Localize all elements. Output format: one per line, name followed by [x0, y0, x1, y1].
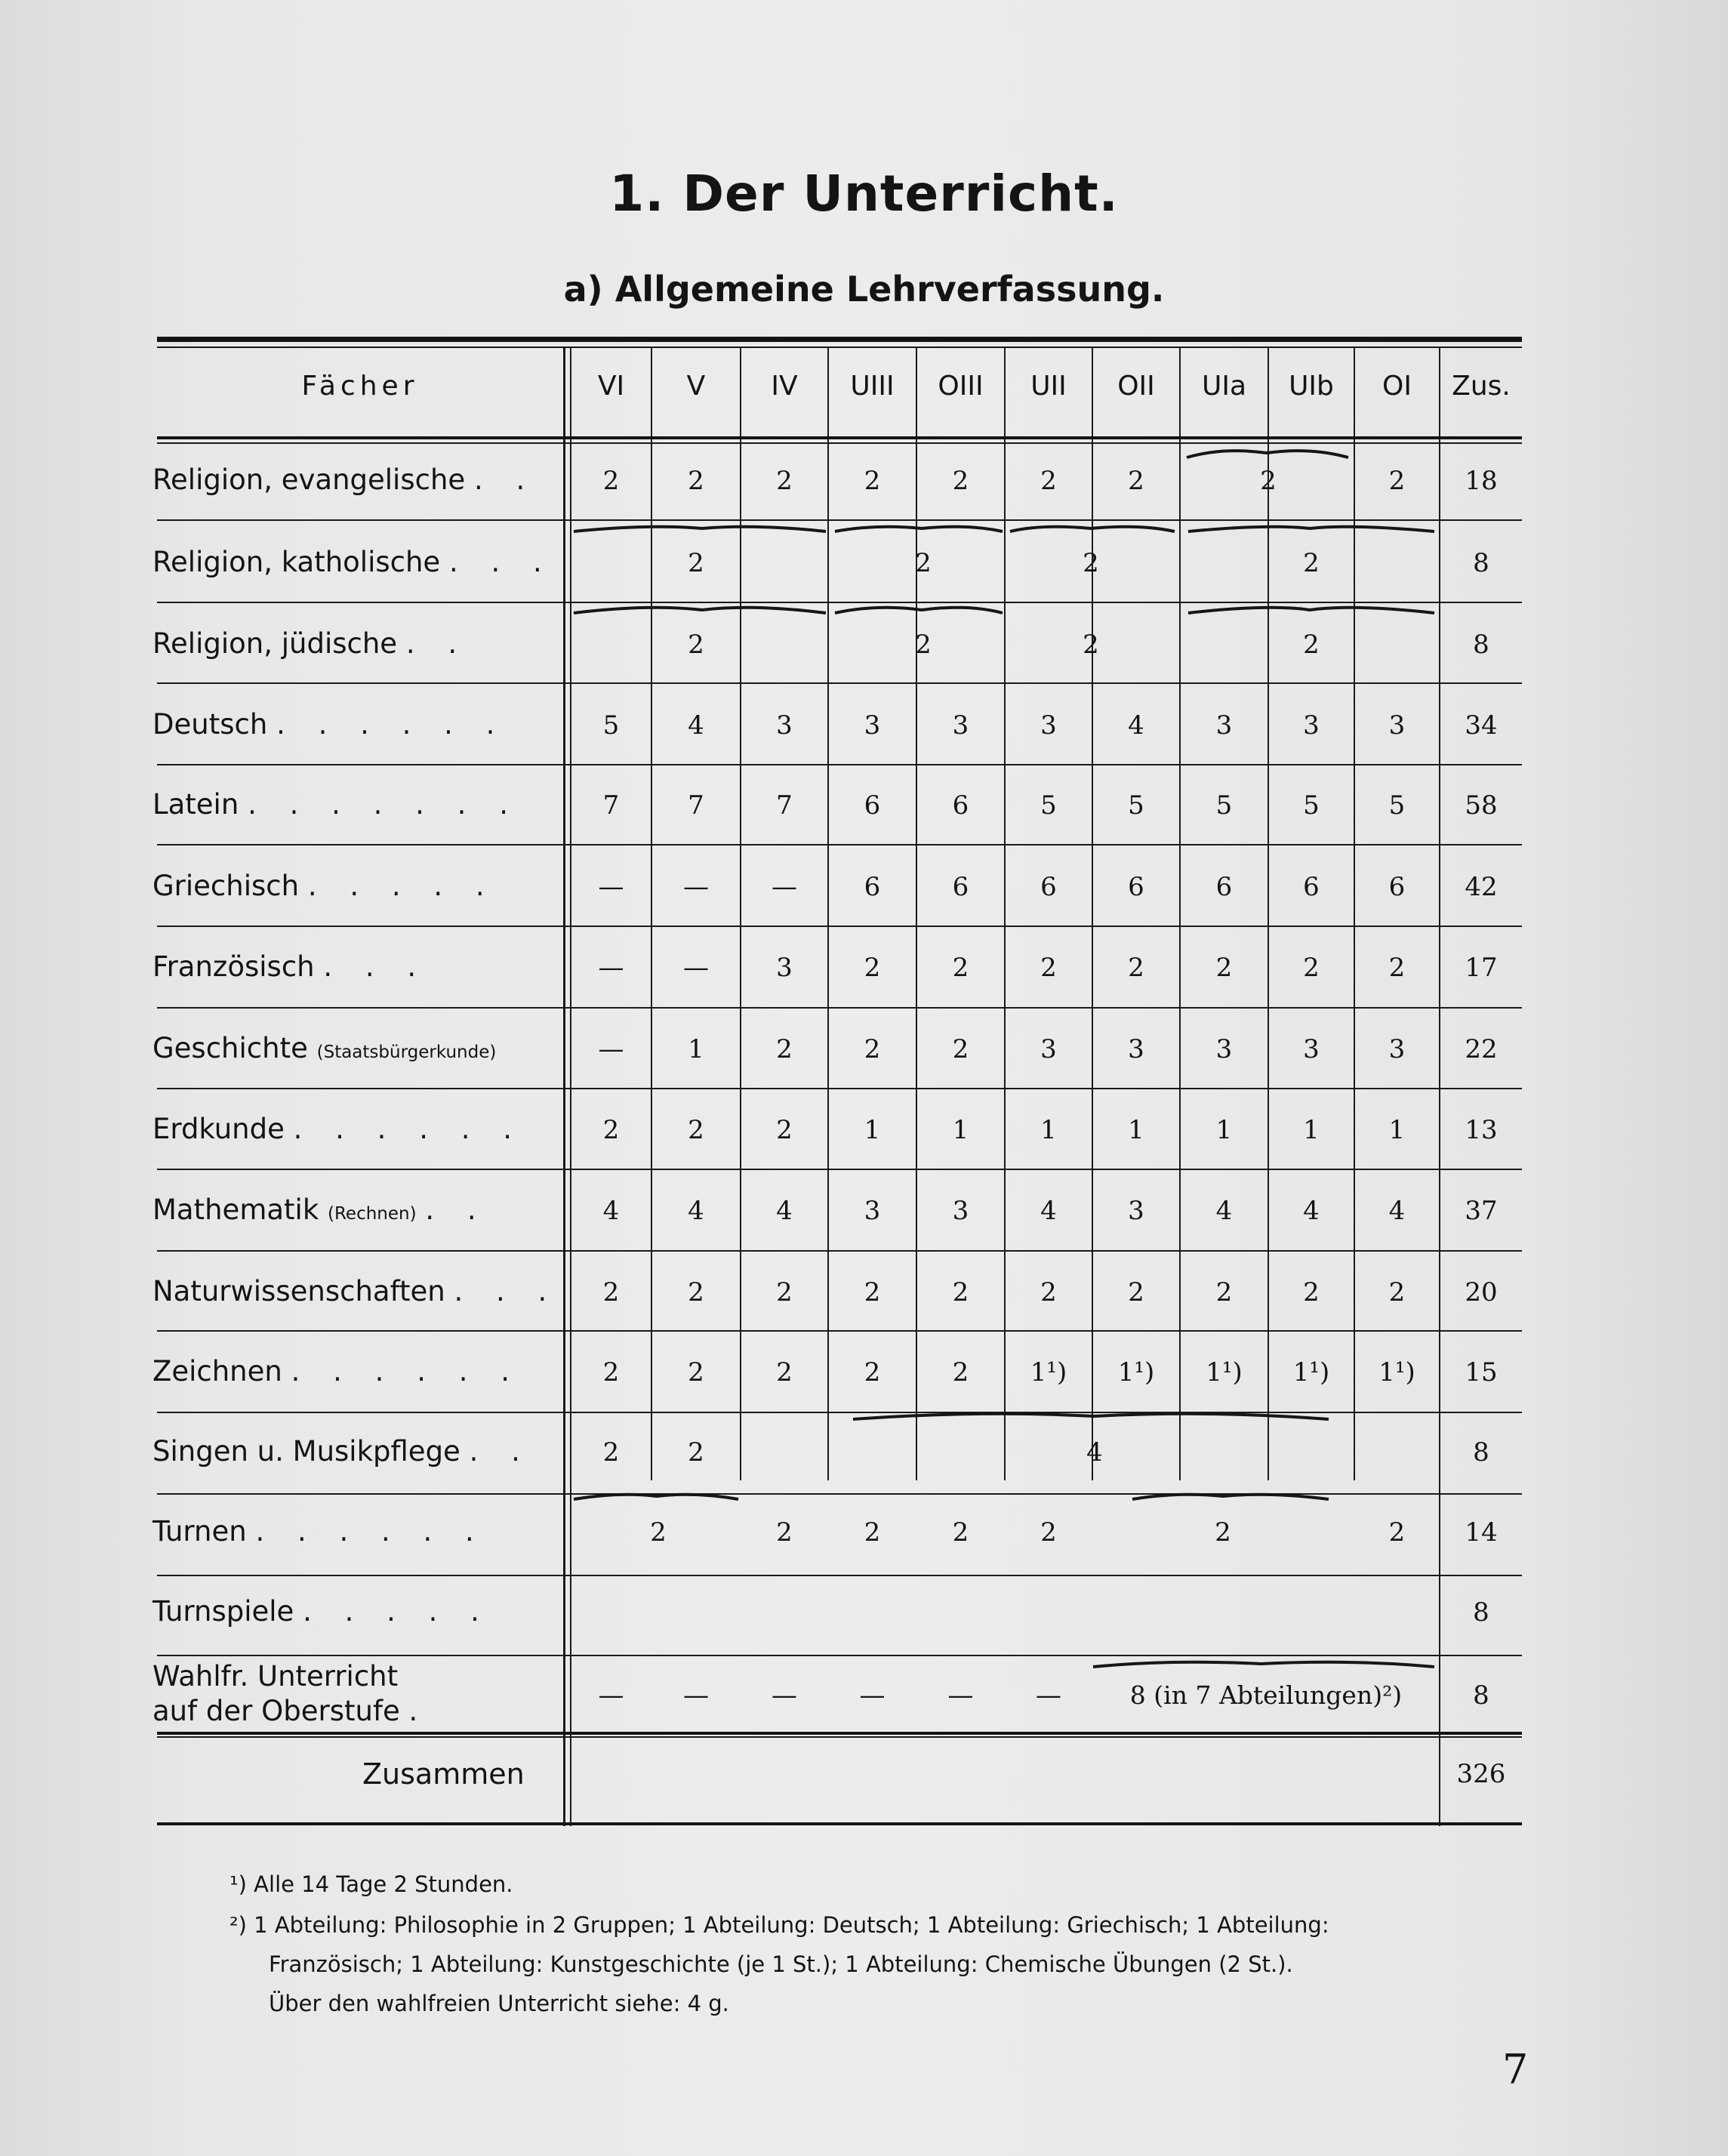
cell: 1 [688, 1034, 704, 1064]
cell: 2 [864, 1277, 881, 1307]
row-total: 13 [1465, 1115, 1498, 1145]
cell: 1¹) [1292, 1357, 1330, 1388]
header-class-iv: IV [771, 371, 798, 402]
cell: — [772, 1680, 797, 1711]
row-total: 37 [1465, 1196, 1498, 1226]
sum-label: Zusammen [362, 1757, 525, 1791]
cell: 2 [864, 1517, 881, 1548]
section-subtitle: a) Allgemeine Lehrverfassung. [563, 269, 1165, 310]
page-number: 7 [1502, 2046, 1529, 2093]
cell: 3 [864, 1196, 881, 1226]
header-class-oii: OII [1117, 371, 1155, 402]
cell: 2 [952, 1517, 969, 1548]
cell: 2 [864, 1034, 881, 1064]
cell: 1 [1040, 1115, 1057, 1145]
cell: 6 [1040, 872, 1057, 902]
row-total: 58 [1465, 790, 1498, 821]
cell: 2 [688, 548, 704, 578]
page-title: 1. Der Unterricht. [609, 165, 1119, 223]
cell: 2 [602, 1115, 620, 1145]
cell: 2 [864, 953, 881, 983]
cell: 2 [602, 1437, 620, 1468]
cell: 5 [602, 710, 620, 741]
cell: 2 [1388, 1517, 1406, 1548]
cell: 2 [1388, 466, 1406, 496]
cell: 2 [602, 1357, 620, 1388]
cell: 2 [915, 548, 932, 578]
subject-singen-musikpflege: Singen u. Musikpflege . . [152, 1435, 532, 1468]
cell: 3 [952, 1196, 969, 1226]
subject-wahlfreier-unterricht: Wahlfr. Unterricht [152, 1660, 399, 1692]
cell: 4 [1128, 710, 1144, 741]
subject-deutsch: Deutsch . . . . . . [152, 708, 507, 741]
header-class-oi: OI [1382, 371, 1412, 402]
row-total: 22 [1465, 1034, 1498, 1064]
header-class-v: V [686, 371, 706, 402]
cell: 5 [1128, 790, 1144, 821]
cell: 2 [1388, 953, 1406, 983]
cell: 3 [1388, 1034, 1406, 1064]
cell: 1¹) [1030, 1357, 1067, 1388]
brace-rel-jued-2 [835, 608, 1003, 613]
cell: — [1036, 1680, 1061, 1711]
cell: 2 [1215, 1517, 1231, 1548]
cell: 2 [1215, 1277, 1233, 1307]
footnote-1: ¹) Alle 14 Tage 2 Stunden. [229, 1871, 513, 1897]
cell: 2 [952, 953, 969, 983]
cell: 6 [864, 790, 881, 821]
cell: 6 [1215, 872, 1233, 902]
cell: 1 [1215, 1115, 1233, 1145]
cell: 3 [1040, 1034, 1057, 1064]
cell: 2 [1083, 548, 1099, 578]
brace-rel-jued-1 [574, 608, 826, 613]
brace-rel-ev-ui [1187, 451, 1348, 457]
row-total: 17 [1465, 953, 1498, 983]
cell: 2 [952, 1034, 969, 1064]
cell: 2 [602, 1277, 620, 1307]
cell: 1¹) [1117, 1357, 1155, 1388]
brace-turnen-1 [574, 1495, 738, 1499]
cell: 2 [688, 466, 704, 496]
cell: 4 [1303, 1196, 1320, 1226]
cell: 1¹) [1378, 1357, 1415, 1388]
cell: 2 [1260, 466, 1277, 496]
cell: 2 [776, 466, 793, 496]
cell: — [598, 1034, 624, 1064]
row-total: 8 [1473, 1597, 1489, 1628]
cell: 6 [1303, 872, 1320, 902]
cell-wahlfrei-oberstufe: 8 (in 7 Abteilungen)²) [1129, 1680, 1403, 1710]
subject-religion-katholisch: Religion, katholische . . . [152, 546, 554, 578]
header-class-uii: UII [1030, 371, 1067, 402]
subject-naturwissenschaften: Naturwissenschaften . . . [152, 1275, 559, 1307]
cell: — [598, 1680, 624, 1711]
cell: 7 [602, 790, 620, 821]
cell: 2 [650, 1517, 667, 1548]
subject-turnen: Turnen . . . . . . [152, 1515, 486, 1548]
cell: 4 [602, 1196, 620, 1226]
cell: 2 [1303, 548, 1320, 578]
brace-rel-kath-2 [835, 527, 1003, 531]
header-total: Zus. [1452, 371, 1511, 402]
cell: — [598, 872, 624, 902]
cell: 2 [688, 1277, 704, 1307]
header-class-oiii: OIII [938, 371, 984, 402]
cell: 1 [1128, 1115, 1144, 1145]
cell: — [772, 872, 797, 902]
cell: 2 [1388, 1277, 1406, 1307]
header-subjects: Fächer [301, 371, 419, 402]
cell: 2 [688, 1357, 704, 1388]
cell: 2 [952, 466, 969, 496]
cell: 5 [1215, 790, 1233, 821]
cell: 2 [688, 1115, 704, 1145]
cell: — [859, 1680, 886, 1711]
cell: 2 [952, 1357, 969, 1388]
cell: 2 [1303, 1277, 1320, 1307]
cell: 2 [776, 1115, 793, 1145]
cell: 2 [1040, 953, 1057, 983]
cell: 2 [1040, 1277, 1057, 1307]
cell: 2 [688, 1437, 704, 1468]
subject-latein: Latein . . . . . . . [152, 788, 520, 821]
cell: 1¹) [1206, 1357, 1243, 1388]
cell: 3 [1128, 1034, 1144, 1064]
cell: — [598, 953, 624, 983]
grand-total: 326 [1456, 1759, 1506, 1789]
cell: 2 [1303, 953, 1320, 983]
cell: 2 [776, 1357, 793, 1388]
subject-wahlfreier-unterricht-line2: auf der Oberstufe . [152, 1695, 430, 1727]
cell: 2 [864, 466, 881, 496]
brace-rel-kath-4 [1188, 527, 1434, 531]
cell: — [683, 1680, 709, 1711]
cell: 2 [952, 1277, 969, 1307]
cell: — [947, 1680, 974, 1711]
cell: 6 [952, 790, 969, 821]
brace-singen [853, 1414, 1329, 1419]
row-total: 8 [1473, 1437, 1489, 1468]
cell: — [683, 872, 709, 902]
subject-religion-evangelisch: Religion, evangelische . . [152, 464, 537, 496]
cell: 4 [1388, 1196, 1406, 1226]
cell: 2 [776, 1034, 793, 1064]
cell: 5 [1040, 790, 1057, 821]
brace-turnen-2 [1132, 1495, 1329, 1499]
cell: 3 [864, 710, 881, 741]
cell: 2 [864, 1357, 881, 1388]
subject-turnspiele: Turnspiele . . . . . [152, 1595, 491, 1628]
cell: 2 [602, 466, 620, 496]
brace-rel-jued-4 [1188, 608, 1434, 613]
cell: 1 [864, 1115, 881, 1145]
subject-note: (Rechnen) [328, 1204, 417, 1224]
footnote-2-line2: Französisch; 1 Abteilung: Kunstgeschichte (je 1 St.); 1 Abteilung: Chemische Übungen (2 St.). [269, 1951, 1293, 1977]
row-total: 14 [1465, 1517, 1498, 1548]
cell: 3 [1215, 1034, 1233, 1064]
cell: 2 [1128, 1277, 1144, 1307]
cell: 4 [776, 1196, 793, 1226]
subject-note: (Staatsbürgerkunde) [316, 1043, 497, 1062]
cell: 3 [776, 953, 793, 983]
cell: 1 [952, 1115, 969, 1145]
subject-zeichnen: Zeichnen . . . . . . [152, 1355, 522, 1388]
row-total: 8 [1473, 630, 1489, 660]
row-total: 20 [1465, 1277, 1498, 1307]
cell: 2 [1040, 466, 1057, 496]
cell: 2 [776, 1277, 793, 1307]
cell: 4 [688, 710, 704, 741]
cell: 6 [1128, 872, 1144, 902]
cell: 3 [952, 710, 969, 741]
row-total: 8 [1473, 1680, 1489, 1711]
subject-griechisch: Griechisch . . . . . [152, 870, 497, 902]
cell: 7 [688, 790, 704, 821]
cell: 3 [1388, 710, 1406, 741]
header-class-uib: UIb [1289, 371, 1334, 402]
cell: 4 [1086, 1437, 1103, 1468]
cell: 2 [1303, 630, 1320, 660]
subject-geschichte: Geschichte (Staatsbürgerkunde) [152, 1032, 497, 1064]
footnote-2-line3: Über den wahlfreien Unterricht siehe: 4 g. [269, 1991, 729, 2016]
cell: 3 [1128, 1196, 1144, 1226]
cell: 2 [1128, 953, 1144, 983]
cell: 5 [1388, 790, 1406, 821]
row-total: 34 [1465, 710, 1498, 741]
cell: 4 [688, 1196, 704, 1226]
header-class-uia: UIa [1201, 371, 1247, 402]
row-total: 18 [1465, 466, 1498, 496]
cell: 3 [776, 710, 793, 741]
cell: — [683, 953, 709, 983]
row-total: 15 [1465, 1357, 1498, 1388]
subject-franzoesisch: Französisch . . . [152, 950, 429, 983]
cell: 6 [864, 872, 881, 902]
cell: 3 [1040, 710, 1057, 741]
cell: 1 [1303, 1115, 1320, 1145]
cell: 4 [1040, 1196, 1057, 1226]
cell: 2 [915, 630, 932, 660]
header-class-vi: VI [597, 371, 625, 402]
cell: 2 [1040, 1517, 1057, 1548]
subject-erdkunde: Erdkunde . . . . . . [152, 1113, 525, 1145]
cell: 6 [1388, 872, 1406, 902]
cell: 2 [1128, 466, 1144, 496]
cell: 3 [1215, 710, 1233, 741]
cell: 3 [1303, 1034, 1320, 1064]
cell: 3 [1303, 710, 1320, 741]
cell: 5 [1303, 790, 1320, 821]
row-total: 8 [1473, 548, 1489, 578]
cell: 6 [952, 872, 969, 902]
brace-wahlfrei [1093, 1662, 1434, 1667]
cell: 7 [776, 790, 793, 821]
header-class-uiii: UIII [850, 371, 895, 402]
cell: 2 [1215, 953, 1233, 983]
brace-rel-kath-1 [574, 527, 826, 531]
subject-religion-juedisch: Religion, jüdische . . [152, 627, 470, 660]
row-total: 42 [1465, 872, 1498, 902]
cell: 1 [1388, 1115, 1406, 1145]
footnote-2: ²) 1 Abteilung: Philosophie in 2 Gruppen; 1 Abteilung: Deutsch; 1 Abteilung: Griechisch; 1 Abteilung: [229, 1912, 1329, 1938]
subject-mathematik: Mathematik (Rechnen) . . [152, 1194, 488, 1226]
cell: 2 [1083, 630, 1099, 660]
brace-rel-kath-3 [1010, 527, 1175, 531]
cell: 4 [1215, 1196, 1233, 1226]
cell: 2 [688, 630, 704, 660]
cell: 2 [776, 1517, 793, 1548]
